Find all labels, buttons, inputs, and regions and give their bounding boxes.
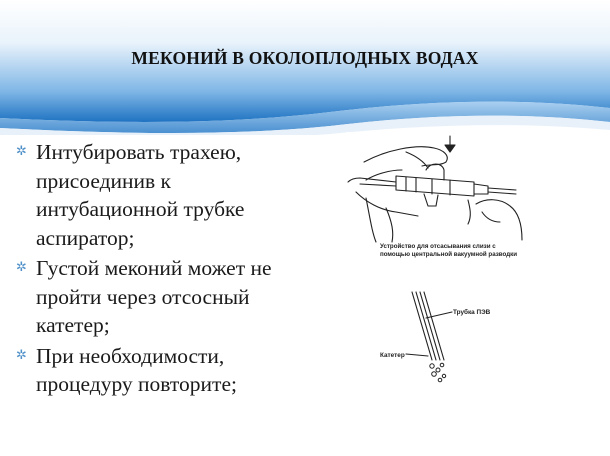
bullet-item [16,254,316,340]
caption-line-1: Устройство для отсасывания слизи с [380,243,496,250]
hand-syringe-drawing [346,132,528,262]
bullet-list [16,138,316,401]
suction-device-illustration [346,132,528,262]
bullet-text: При необходимости, процедуру повторите; [36,343,237,396]
star-bullet-icon: ✲ [16,260,27,275]
bullet-item [16,138,316,252]
bullet-text: Густой меконий может не пройти через отсосный катетер; [36,256,272,337]
bullet-text: Интубировать трахею, присоединив к интубационной трубке аспиратор; [36,140,245,250]
label-pev-tube: Трубка ПЭВ [453,309,491,316]
caption-line-2: помощью центральной вакуумной разводки [380,251,518,258]
catheter-drawing [370,288,500,384]
slide-title: МЕКОНИЙ В ОКОЛОПЛОДНЫХ ВОДАХ [131,48,479,68]
label-catheter: Катетер [380,352,405,359]
star-bullet-icon: ✲ [16,347,27,363]
catheter-illustration [370,288,500,384]
bullet-item [16,342,316,399]
star-bullet-icon: ✲ [16,144,27,159]
